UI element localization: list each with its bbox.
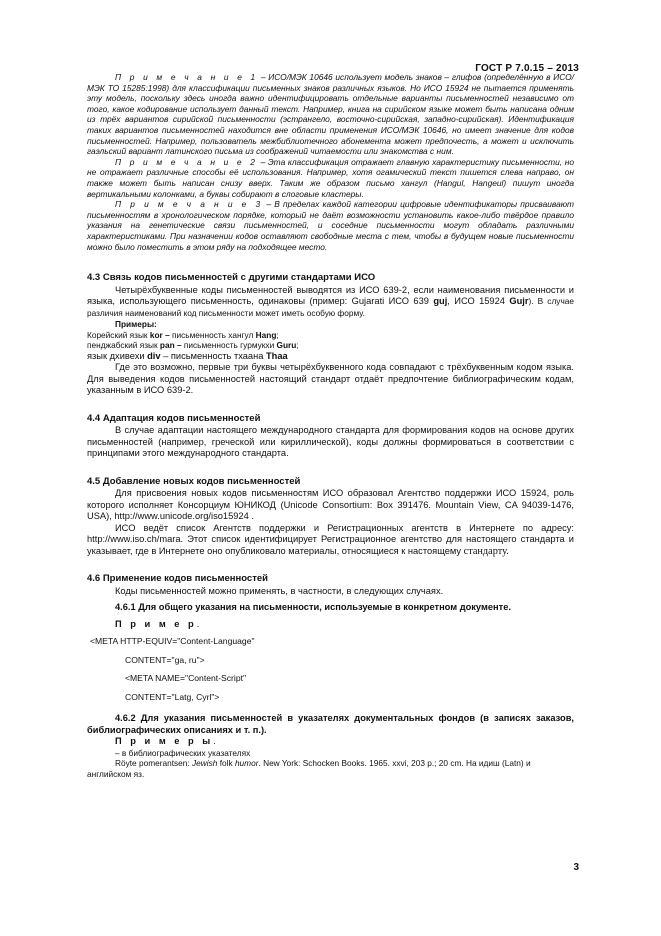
section-4-3-paragraph-1 [87, 285, 574, 320]
section-4-4-paragraph: В случае адаптации настоящего международного стандарта для формирования кодов на основе других письменностей (например, греческой или кириллической), коды должны формироваться в соответствии с принципами этого международного стандарта. [87, 425, 574, 459]
example-korean [87, 330, 574, 341]
example-punjabi [87, 340, 574, 351]
text-run: – письменность тхаана [160, 350, 266, 361]
text-run: письменность гурмукхи [181, 340, 277, 351]
page-content [87, 72, 574, 780]
text-run: . [213, 736, 216, 747]
text-run-italic: Jewish [192, 758, 218, 769]
code-kor: kor – [149, 329, 170, 340]
text-run: ; [276, 329, 279, 340]
note-3-label: П р и м е ч а н и е 3 [115, 199, 264, 210]
note-2-text: – Эта классификация отражает главную характеристику письменности, но не отражает различные способы её использования. Например, хотя огамический текст пишется слева направо, он также может быть написан снизу вверх. Таким же образом письмо хангул (Hangul, Hangeul) пишут иногда вертикальными колонками, а буквы собирают в слоговые кластеры. [87, 156, 574, 199]
text-run: Корейский язык [87, 329, 150, 340]
example-label-text: П р и м е р [115, 618, 197, 629]
section-4-5-paragraph-2 [87, 523, 574, 558]
examples-label-2 [87, 736, 574, 748]
bullet-item: – в библиографических указателях [115, 747, 251, 758]
section-4-5-paragraph-1: Для присвоения новых кодов письменностям ИСО образовал Агентство поддержки ИСО 15924, роль которого исполняет Консорциум ЮНИКОД (Unicode Consortium: Box 391476. Mountain View, CA 94039-1476, USA), http://www.unicode.org/iso15924 . [87, 488, 574, 522]
code-line-1: <META HTTP-EQUIV="Content-Language" [90, 636, 255, 647]
section-4-3-paragraph-2: Где это возможно, первые три буквы четырёхбуквенного кода совпадают с трёхбуквенным кодом языка. Для выведения кодов письменностей настоящий стандарт отдаёт предпочтение библиографическим кодам, указанным в ИСО 639-2. [87, 362, 574, 396]
text-run-serif: стандарту. [463, 545, 509, 557]
note-1 [87, 72, 574, 157]
note-2 [87, 157, 574, 199]
section-4-6-1-title: 4.6.1 Для общего указания на письменности, используемые в конкретном документе. [115, 602, 511, 613]
code-hang: Hang [255, 329, 277, 340]
code-thaa: Thaa [265, 350, 288, 361]
code-pan: pan – [159, 340, 182, 351]
text-run: Четырёхбуквенные коды письменностей выводятся из ИСО 639-2, если наименования письменности и языка, использующего письменность, одинаковы (пример: Gujarati ИСО 639 [87, 284, 574, 307]
code-guj: guj [433, 296, 448, 307]
text-run: Röyte pomerantsen: [115, 758, 193, 769]
text-run: . [196, 618, 200, 629]
example-label [87, 619, 574, 631]
bibliographic-reference [87, 758, 574, 779]
examples-label-text: Примеры [115, 319, 155, 330]
code-div: div [147, 350, 161, 361]
code-line-2: CONTENT="ga, ru"> [125, 654, 205, 665]
section-4-5-title: 4.5 Добавление новых кодов письменностей [87, 475, 301, 487]
section-4-6-2-title: 4.6.2 Для указания письменностей в указателях документальных фондов (в записях заказов, библиографических описаниях и т. п.). [87, 713, 574, 735]
text-run: пенджабский язык [87, 340, 160, 351]
examples-label-text: П р и м е р ы [115, 736, 214, 747]
text-run: письменность хангул [169, 329, 256, 340]
code-line-4: CONTENT="Latg, Cyrl"> [125, 691, 220, 702]
code-guru: Guru [276, 340, 297, 351]
example-dhivehi [87, 351, 574, 363]
code-line-3: <META NAME="Content-Script" [125, 673, 247, 684]
examples-label: Примеры: [115, 319, 157, 330]
text-run: ИСО ведёт список Агентств поддержки и Регистрационных агентств в Интернете по адресу: http://www.iso.ch/mara. Этот список идентифицирует Регистрационное агентство для настоящего стандарта и указывает, где в Интернете оно опубликовало материалы, относящиеся к настоящему [87, 522, 574, 556]
text-run: folk [217, 758, 235, 769]
note-1-text: – ИСО/МЭК 10646 использует модель знаков – глифов (определённую в ИСО/МЭК ТО 15285:1998) для классификации письменных знаков различных языков. Но ИСО 15924 не пытается применять эту модель, поскольку здесь иногда важно идентифицировать отдельные варианты письменностей независимо от того, какое кодирование использует данный текст. Например, книга на сирийском языке может быть написана одним из трёх вариантов сирийской письменности (эстрангело, восточно-сирийская, западно-сирийская). Идентификация таких вариантов письменностей находится вне области применения ИСО/МЭК 10646, но имеет значение для кодов письменностей. Например, пользователь межбиблиотечного абонемента может предпочесть, а может и исключить гаэльский вариант латинского письма из соображений читаемости или знакомства с ним. [87, 72, 574, 157]
section-4-4-title: 4.4 Адаптация кодов письменностей [87, 412, 261, 424]
note-3 [87, 199, 574, 252]
standard-header: ГОСТ Р 7.0.15 – 2013 [475, 63, 579, 74]
note-3-text: – В пределах каждой категории цифровые идентификаторы присваивают письменностям в хронологическом порядке, который не даёт возможности установить какое-либо твёрдое правило указания на генетические связи письменностей, и соседние письменности могут обладать различными характеристиками. При назначении кодов оставляют свободные места с тем, чтобы в будущем новые письменности можно было поместить в этом ряду на подходящее место. [87, 199, 575, 252]
section-4-6-title: 4.6 Применение кодов письменностей [87, 573, 268, 585]
section-4-6-paragraph: Коды письменностей можно применять, в частности, в следующих случаях. [115, 585, 444, 596]
text-run: ). В случае различия наименований код письменности может иметь особую форму. [87, 296, 574, 318]
text-run: , ИСО 15924 [447, 296, 510, 307]
page-number: 3 [573, 862, 579, 873]
text-run: язык дхивехи [87, 350, 148, 361]
text-run: . New York: Schocken Books. 1965. xxvi, 203 p.; 20 cm. На идиш (Latn) и английском яз. [87, 758, 531, 780]
note-1-label: П р и м е ч а н и е 1 [115, 72, 259, 82]
code-gujr: Gujr [509, 296, 529, 307]
note-2-label: П р и м е ч а н и е 2 [115, 156, 258, 167]
text-run-italic: humor [234, 758, 259, 769]
text-run: ; [296, 340, 299, 351]
section-4-3-title: 4.3 Связь кодов письменностей с другими стандартами ИСО [87, 272, 376, 284]
